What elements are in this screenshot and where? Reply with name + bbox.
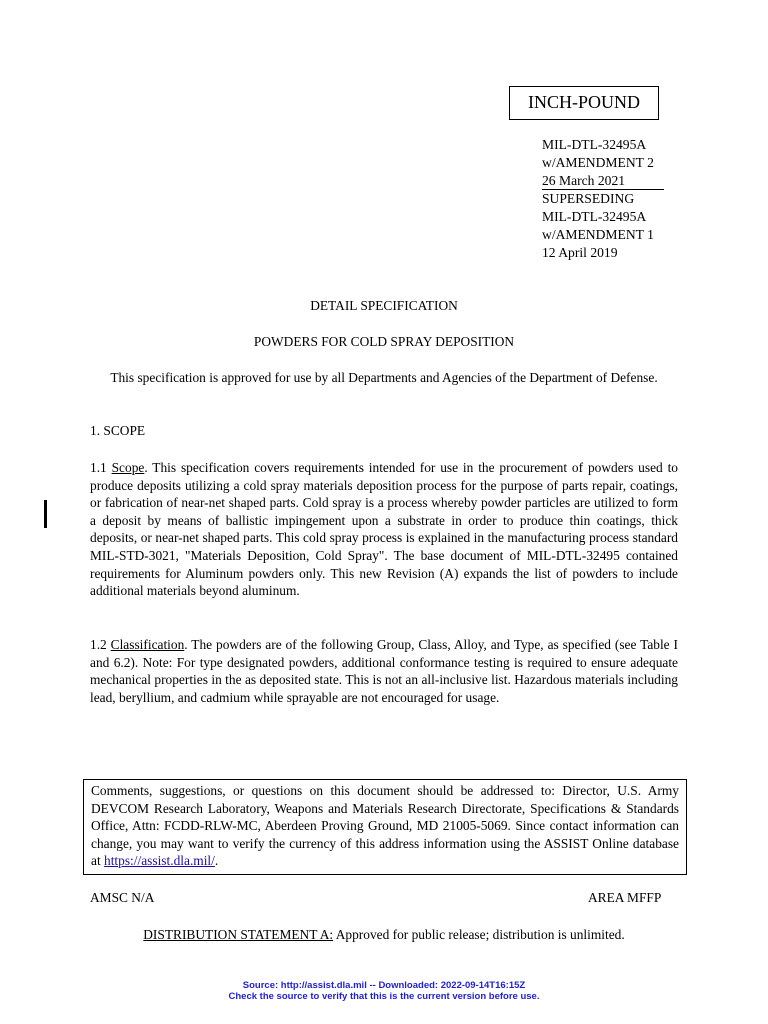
paragraph-1-2-number: 1.2 bbox=[90, 637, 107, 652]
paragraph-1-1-label: Scope bbox=[111, 460, 145, 475]
distribution-text: Approved for public release; distribution is unlimited. bbox=[333, 927, 625, 942]
source-footer-line: Source: http://assist.dla.mil -- Downloaded: 2022-09-14T16:15Z bbox=[242, 980, 526, 991]
superseded-number: MIL-DTL-32495A bbox=[542, 209, 647, 224]
area-label: AREA MFFP bbox=[588, 890, 662, 905]
paragraph-1-1 bbox=[90, 459, 678, 600]
superseded-date: 12 April 2019 bbox=[542, 245, 618, 260]
paragraph-1-1-text: . This specification covers requirements intended for use in the procurement of powders used to produce deposits utilizing a cold spray materials deposition process for the purpose of parts repair, coatings, or fabrication of near-net shaped parts. Cold spray is a process whereby powder particles are utilized to form a deposit by means of ballistic impingement upon a substrate in order to produce thin coatings, thick deposits, or near-net shaped parts. This cold spray process is explained in the manufacturing process standard MIL-STD-3021, "Materials Deposition, Cold Spray". The base document of MIL-DTL-32495 contained requirements for Aluminum powders only. This new Revision (A) expands the list of powders to include additional materials beyond aluminum. bbox=[90, 460, 678, 599]
verify-footer-line: Check the source to verify that this is the current version before use. bbox=[228, 991, 540, 1002]
paragraph-1-2-text: . The powders are of the following Group, Class, Alloy, and Type, as specified (see Table I and 6.2). Note: For type designated powders, additional conformance testing is required to ensure adequate mechanical properties in the as deposited state. This is not an all-inclusive list. Hazardous materials including lead, beryllium, and cadmium while sprayable are not encouraged for usage. bbox=[90, 637, 678, 705]
designation-date: 26 March 2021 bbox=[542, 173, 664, 190]
paragraph-1-1-number: 1.1 bbox=[90, 460, 107, 475]
revision-change-bar bbox=[44, 500, 47, 528]
superseding-label: SUPERSEDING bbox=[542, 191, 635, 206]
designation-number: MIL-DTL-32495A bbox=[542, 137, 647, 152]
scope-heading: 1. SCOPE bbox=[90, 423, 146, 438]
paragraph-1-2 bbox=[90, 636, 678, 706]
specification-type: DETAIL SPECIFICATION bbox=[310, 298, 458, 313]
inch-pound-box bbox=[509, 86, 659, 120]
superseded-amendment: w/AMENDMENT 1 bbox=[542, 227, 654, 242]
distribution-label: DISTRIBUTION STATEMENT A: bbox=[143, 927, 334, 942]
inch-pound-label: INCH-POUND bbox=[528, 92, 640, 113]
approval-statement: This specification is approved for use by all Departments and Agencies of the Department of Defense. bbox=[110, 370, 658, 385]
document-designation bbox=[542, 136, 672, 262]
comments-text: Comments, suggestions, or questions on this document should be addressed to: Director, U.S. Army DEVCOM Research Laboratory, Weapons and Materials Research Directorate, Specifications & Standards Office, Attn: FCDD-RLW-MC, Aberdeen Proving Ground, MD 21005-5069. Since contact information can change, you may want to verify the currency of this address information using the ASSIST Online database at bbox=[91, 783, 679, 869]
distribution-statement bbox=[90, 926, 678, 944]
paragraph-1-2-label: Classification bbox=[110, 637, 185, 652]
amsc-label: AMSC N/A bbox=[90, 890, 155, 905]
comments-period: . bbox=[214, 853, 219, 869]
comments-box bbox=[83, 779, 687, 875]
designation-amendment: w/AMENDMENT 2 bbox=[542, 155, 654, 170]
assist-link[interactable]: https://assist.dla.mil/ bbox=[104, 853, 215, 869]
specification-title: POWDERS FOR COLD SPRAY DEPOSITION bbox=[253, 334, 515, 349]
